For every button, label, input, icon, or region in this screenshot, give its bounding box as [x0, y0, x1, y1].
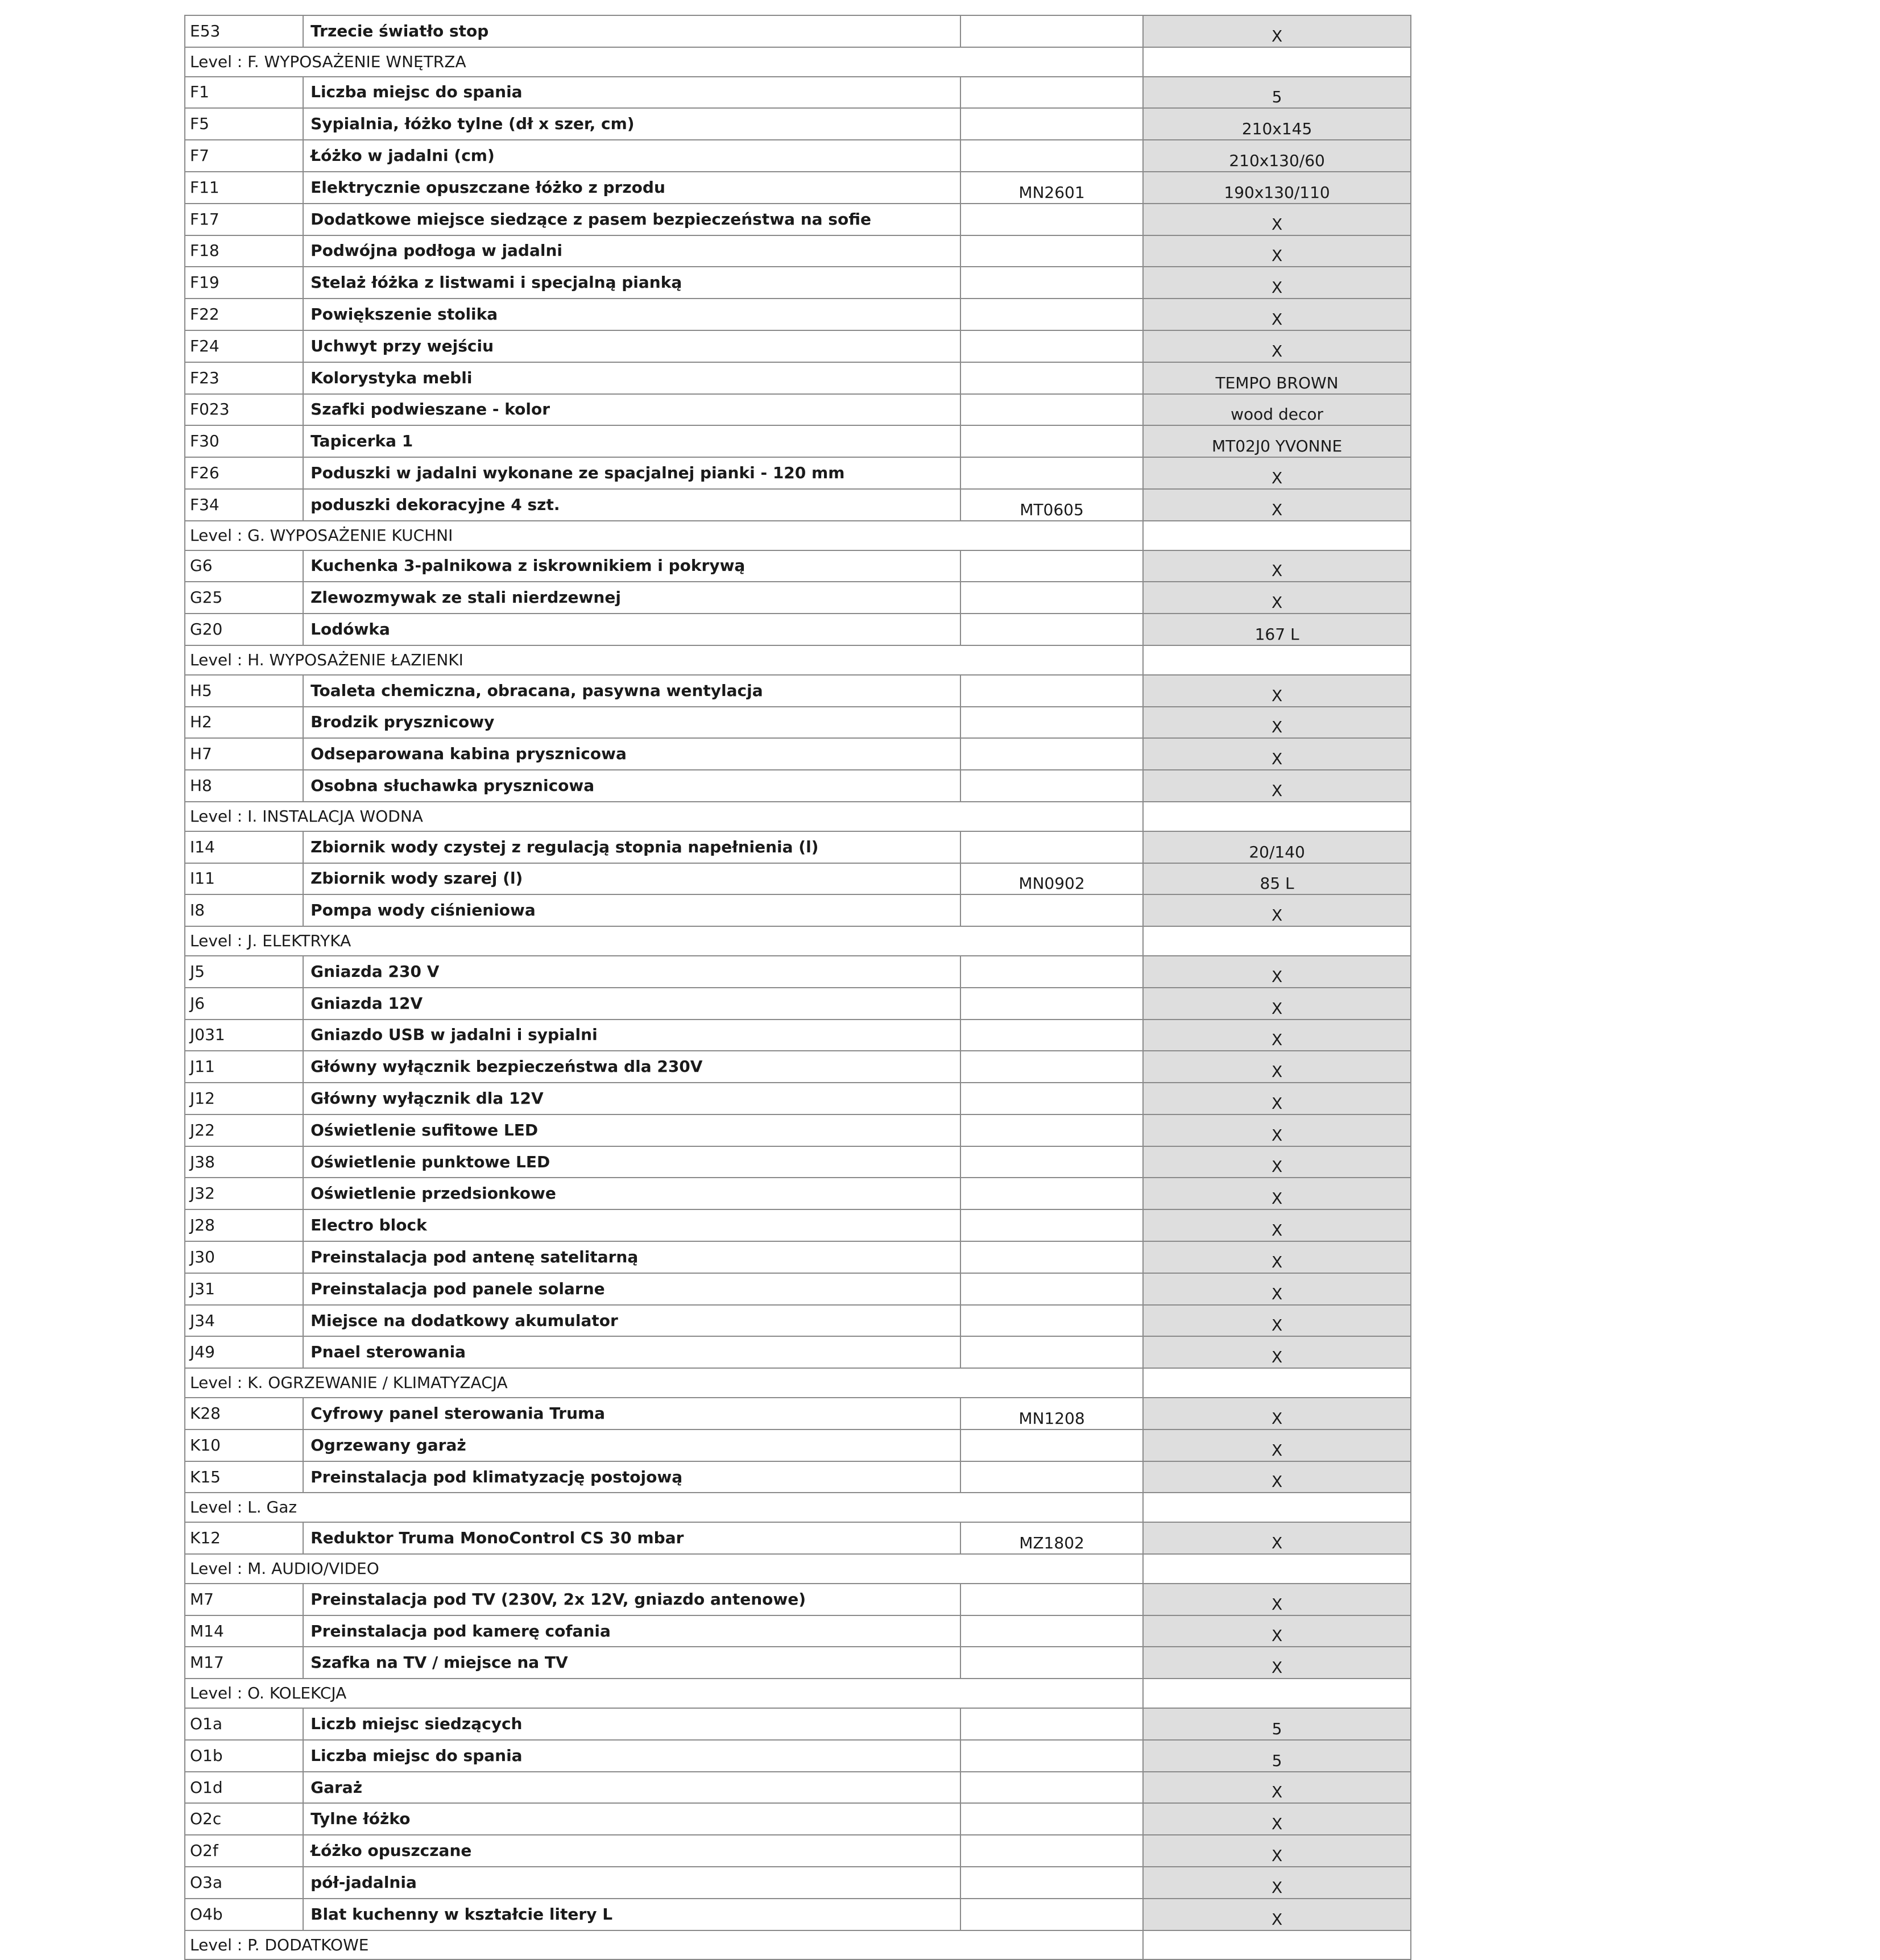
item-name: Preinstalacja pod TV (230V, 2x 12V, gniazdo antenowe): [303, 1584, 960, 1615]
table-row: [185, 614, 1411, 645]
item-code: F11: [185, 172, 303, 204]
item-value: X: [1143, 457, 1411, 489]
level-header-row: [185, 1368, 1411, 1398]
option-code: [960, 330, 1143, 362]
level-label: Level : M. AUDIO/VIDEO: [185, 1554, 1143, 1584]
option-code: [960, 614, 1143, 645]
level-empty-cell: [1143, 645, 1411, 675]
item-code: J12: [185, 1083, 303, 1114]
item-value: X: [1143, 1273, 1411, 1305]
item-code: K10: [185, 1429, 303, 1461]
option-code: [960, 1584, 1143, 1615]
item-value: X: [1143, 1020, 1411, 1051]
table-row: [185, 1146, 1411, 1178]
table-row: [185, 738, 1411, 770]
item-name: Oświetlenie sufitowe LED: [303, 1114, 960, 1146]
option-code: [960, 1146, 1143, 1178]
item-value: X: [1143, 1083, 1411, 1114]
item-name: Główny wyłącznik bezpieczeństwa dla 230V: [303, 1051, 960, 1083]
option-code: [960, 738, 1143, 770]
item-code: F18: [185, 235, 303, 267]
item-name: Electro block: [303, 1209, 960, 1241]
table-row: [185, 1899, 1411, 1930]
item-name: Uchwyt przy wejściu: [303, 330, 960, 362]
item-code: F19: [185, 267, 303, 299]
item-value: X: [1143, 1461, 1411, 1493]
item-value: X: [1143, 1051, 1411, 1083]
option-code: [960, 1020, 1143, 1051]
item-name: Gniazdo USB w jadalni i sypialni: [303, 1020, 960, 1051]
item-value: X: [1143, 1429, 1411, 1461]
table-row: [185, 330, 1411, 362]
table-row: [185, 831, 1411, 863]
item-code: J31: [185, 1273, 303, 1305]
option-code: [960, 1803, 1143, 1835]
table-row: [185, 1647, 1411, 1679]
item-code: J6: [185, 988, 303, 1020]
item-value: 20/140: [1143, 831, 1411, 863]
item-name: Pompa wody ciśnieniowa: [303, 894, 960, 926]
item-code: J49: [185, 1336, 303, 1368]
item-value: X: [1143, 1835, 1411, 1867]
table-row: [185, 1336, 1411, 1368]
table-row: [185, 1020, 1411, 1051]
table-row: [185, 550, 1411, 582]
level-header-row: [185, 1493, 1411, 1522]
level-label: Level : F. WYPOSAŻENIE WNĘTRZA: [185, 47, 1143, 77]
item-name: Reduktor Truma MonoControl CS 30 mbar: [303, 1522, 960, 1554]
item-value: X: [1143, 1146, 1411, 1178]
item-name: Elektrycznie opuszczane łóżko z przodu: [303, 172, 960, 204]
level-empty-cell: [1143, 1368, 1411, 1398]
table-row: [185, 1867, 1411, 1899]
item-code: F23: [185, 362, 303, 394]
item-name: Łóżko w jadalni (cm): [303, 140, 960, 172]
table-row: [185, 1803, 1411, 1835]
item-name: Pnael sterowania: [303, 1336, 960, 1368]
option-code: [960, 1083, 1143, 1114]
option-code: [960, 108, 1143, 140]
level-header-row: [185, 47, 1411, 77]
level-header-row: [185, 926, 1411, 956]
option-code: [960, 267, 1143, 299]
item-name: Podwójna podłoga w jadalni: [303, 235, 960, 267]
table-row: [185, 394, 1411, 426]
item-code: J38: [185, 1146, 303, 1178]
level-empty-cell: [1143, 1930, 1411, 1960]
item-code: J34: [185, 1305, 303, 1337]
level-empty-cell: [1143, 1493, 1411, 1522]
item-value: X: [1143, 956, 1411, 988]
item-code: G20: [185, 614, 303, 645]
item-code: M17: [185, 1647, 303, 1679]
level-header-row: [185, 1930, 1411, 1960]
option-code: MN1208: [960, 1398, 1143, 1429]
item-code: F22: [185, 299, 303, 330]
table-row: [185, 1522, 1411, 1554]
level-empty-cell: [1143, 521, 1411, 550]
table-row: [185, 267, 1411, 299]
item-value: X: [1143, 204, 1411, 235]
table-row: [185, 1178, 1411, 1209]
item-name: Tylne łóżko: [303, 1803, 960, 1835]
option-code: [960, 550, 1143, 582]
table-row: [185, 172, 1411, 204]
table-row: [185, 204, 1411, 235]
level-label: Level : K. OGRZEWANIE / KLIMATYZACJA: [185, 1368, 1143, 1398]
item-code: F34: [185, 489, 303, 521]
item-name: Osobna słuchawka prysznicowa: [303, 770, 960, 802]
option-code: [960, 1273, 1143, 1305]
table-row: [185, 362, 1411, 394]
item-name: poduszki dekoracyjne 4 szt.: [303, 489, 960, 521]
level-label: Level : J. ELEKTRYKA: [185, 926, 1143, 956]
item-code: F30: [185, 425, 303, 457]
level-empty-cell: [1143, 1554, 1411, 1584]
item-code: J5: [185, 956, 303, 988]
item-name: Oświetlenie punktowe LED: [303, 1146, 960, 1178]
item-value: 210x145: [1143, 108, 1411, 140]
item-code: K28: [185, 1398, 303, 1429]
option-code: [960, 675, 1143, 707]
item-value: X: [1143, 299, 1411, 330]
level-header-row: [185, 521, 1411, 550]
table-row: [185, 1584, 1411, 1615]
item-name: Gniazda 230 V: [303, 956, 960, 988]
item-value: X: [1143, 1305, 1411, 1337]
item-name: Zlewozmywak ze stali nierdzewnej: [303, 582, 960, 614]
item-code: O4b: [185, 1899, 303, 1930]
item-name: Preinstalacja pod panele solarne: [303, 1273, 960, 1305]
option-code: [960, 77, 1143, 109]
option-code: [960, 1336, 1143, 1368]
level-header-row: [185, 645, 1411, 675]
item-code: K15: [185, 1461, 303, 1493]
table-row: [185, 1241, 1411, 1273]
item-name: Ogrzewany garaż: [303, 1429, 960, 1461]
equipment-spec-table: [184, 15, 1411, 1960]
option-code: [960, 1708, 1143, 1740]
option-code: [960, 299, 1143, 330]
item-name: Miejsce na dodatkowy akumulator: [303, 1305, 960, 1337]
option-code: [960, 1772, 1143, 1804]
item-value: X: [1143, 988, 1411, 1020]
item-value: X: [1143, 894, 1411, 926]
item-value: X: [1143, 267, 1411, 299]
item-value: X: [1143, 1772, 1411, 1804]
option-code: [960, 1461, 1143, 1493]
option-code: [960, 1740, 1143, 1772]
item-code: E53: [185, 15, 303, 47]
option-code: [960, 1114, 1143, 1146]
item-name: pół-jadalnia: [303, 1867, 960, 1899]
item-name: Zbiornik wody szarej (l): [303, 863, 960, 895]
table-row: [185, 675, 1411, 707]
option-code: [960, 457, 1143, 489]
table-row: [185, 1461, 1411, 1493]
item-code: M7: [185, 1584, 303, 1615]
table-row: [185, 1083, 1411, 1114]
table-row: [185, 1273, 1411, 1305]
option-code: [960, 15, 1143, 47]
table-row: [185, 1708, 1411, 1740]
item-value: 5: [1143, 1740, 1411, 1772]
item-name: Poduszki w jadalni wykonane ze spacjalnej pianki - 120 mm: [303, 457, 960, 489]
item-code: O1b: [185, 1740, 303, 1772]
item-name: Zbiornik wody czystej z regulacją stopnia napełnienia (l): [303, 831, 960, 863]
item-code: J11: [185, 1051, 303, 1083]
item-value: X: [1143, 738, 1411, 770]
item-value: X: [1143, 235, 1411, 267]
table-row: [185, 1398, 1411, 1429]
table-row: [185, 15, 1411, 47]
item-name: Szafki podwieszane - kolor: [303, 394, 960, 426]
option-code: MN0902: [960, 863, 1143, 895]
item-name: Liczba miejsc do spania: [303, 77, 960, 109]
item-name: Oświetlenie przedsionkowe: [303, 1178, 960, 1209]
item-code: K12: [185, 1522, 303, 1554]
item-code: I11: [185, 863, 303, 895]
option-code: [960, 707, 1143, 739]
table-row: [185, 299, 1411, 330]
item-code: I8: [185, 894, 303, 926]
item-name: Sypialnia, łóżko tylne (dł x szer, cm): [303, 108, 960, 140]
level-label: Level : P. DODATKOWE: [185, 1930, 1143, 1960]
item-value: X: [1143, 550, 1411, 582]
item-name: Odseparowana kabina prysznicowa: [303, 738, 960, 770]
item-code: F5: [185, 108, 303, 140]
item-code: F023: [185, 394, 303, 426]
level-label: Level : O. KOLEKCJA: [185, 1679, 1143, 1708]
item-code: G25: [185, 582, 303, 614]
item-value: X: [1143, 1584, 1411, 1615]
table-row: [185, 1772, 1411, 1804]
table-row: [185, 1305, 1411, 1337]
item-name: Stelaż łóżka z listwami i specjalną pianką: [303, 267, 960, 299]
item-value: X: [1143, 1867, 1411, 1899]
equipment-spec-table-body: [185, 15, 1411, 1959]
table-row: [185, 235, 1411, 267]
level-label: Level : G. WYPOSAŻENIE KUCHNI: [185, 521, 1143, 550]
item-code: F24: [185, 330, 303, 362]
table-row: [185, 1114, 1411, 1146]
level-empty-cell: [1143, 47, 1411, 77]
table-row: [185, 1835, 1411, 1867]
item-name: Lodówka: [303, 614, 960, 645]
table-row: [185, 894, 1411, 926]
table-row: [185, 1615, 1411, 1647]
option-code: [960, 582, 1143, 614]
item-name: Toaleta chemiczna, obracana, pasywna wentylacja: [303, 675, 960, 707]
item-code: J22: [185, 1114, 303, 1146]
item-value: X: [1143, 1114, 1411, 1146]
item-value: wood decor: [1143, 394, 1411, 426]
table-row: [185, 770, 1411, 802]
table-row: [185, 582, 1411, 614]
item-name: Liczb miejsc siedzących: [303, 1708, 960, 1740]
item-code: O2f: [185, 1835, 303, 1867]
item-code: H7: [185, 738, 303, 770]
option-code: [960, 956, 1143, 988]
item-name: Tapicerka 1: [303, 425, 960, 457]
item-value: X: [1143, 1899, 1411, 1930]
table-row: [185, 1740, 1411, 1772]
item-code: M14: [185, 1615, 303, 1647]
item-name: Trzecie światło stop: [303, 15, 960, 47]
item-name: Powiększenie stolika: [303, 299, 960, 330]
option-code: [960, 894, 1143, 926]
item-value: X: [1143, 1522, 1411, 1554]
item-value: X: [1143, 1615, 1411, 1647]
item-code: H8: [185, 770, 303, 802]
item-name: Gniazda 12V: [303, 988, 960, 1020]
table-row: [185, 988, 1411, 1020]
table-row: [185, 707, 1411, 739]
item-name: Garaż: [303, 1772, 960, 1804]
item-value: X: [1143, 330, 1411, 362]
option-code: [960, 140, 1143, 172]
option-code: [960, 362, 1143, 394]
option-code: [960, 1835, 1143, 1867]
table-row: [185, 457, 1411, 489]
table-row: [185, 77, 1411, 109]
option-code: [960, 1305, 1143, 1337]
table-row: [185, 1051, 1411, 1083]
level-header-row: [185, 1554, 1411, 1584]
item-value: X: [1143, 582, 1411, 614]
item-value: 210x130/60: [1143, 140, 1411, 172]
table-row: [185, 863, 1411, 895]
level-label: Level : H. WYPOSAŻENIE ŁAZIENKI: [185, 645, 1143, 675]
table-row: [185, 140, 1411, 172]
item-code: F1: [185, 77, 303, 109]
item-value: MT02J0 YVONNE: [1143, 425, 1411, 457]
option-code: [960, 204, 1143, 235]
item-code: H2: [185, 707, 303, 739]
option-code: MN2601: [960, 172, 1143, 204]
level-empty-cell: [1143, 1679, 1411, 1708]
item-code: J28: [185, 1209, 303, 1241]
level-empty-cell: [1143, 926, 1411, 956]
item-value: 190x130/110: [1143, 172, 1411, 204]
item-code: F17: [185, 204, 303, 235]
level-label: Level : I. INSTALACJA WODNA: [185, 802, 1143, 831]
level-empty-cell: [1143, 802, 1411, 831]
item-name: Preinstalacja pod kamerę cofania: [303, 1615, 960, 1647]
item-code: J031: [185, 1020, 303, 1051]
item-value: 5: [1143, 1708, 1411, 1740]
item-code: O1a: [185, 1708, 303, 1740]
item-value: TEMPO BROWN: [1143, 362, 1411, 394]
item-code: G6: [185, 550, 303, 582]
item-value: 167 L: [1143, 614, 1411, 645]
item-value: X: [1143, 489, 1411, 521]
option-code: [960, 988, 1143, 1020]
item-code: J32: [185, 1178, 303, 1209]
item-name: Cyfrowy panel sterowania Truma: [303, 1398, 960, 1429]
table-row: [185, 425, 1411, 457]
item-code: F7: [185, 140, 303, 172]
item-name: Szafka na TV / miejsce na TV: [303, 1647, 960, 1679]
item-value: X: [1143, 675, 1411, 707]
item-value: X: [1143, 1241, 1411, 1273]
item-name: Liczba miejsc do spania: [303, 1740, 960, 1772]
item-code: F26: [185, 457, 303, 489]
item-value: X: [1143, 770, 1411, 802]
table-row: [185, 108, 1411, 140]
item-value: X: [1143, 1398, 1411, 1429]
option-code: [960, 235, 1143, 267]
table-row: [185, 489, 1411, 521]
item-code: H5: [185, 675, 303, 707]
item-value: 85 L: [1143, 863, 1411, 895]
item-name: Kolorystyka mebli: [303, 362, 960, 394]
option-code: [960, 1867, 1143, 1899]
level-header-row: [185, 802, 1411, 831]
option-code: [960, 1209, 1143, 1241]
item-name: Kuchenka 3-palnikowa z iskrownikiem i pokrywą: [303, 550, 960, 582]
option-code: [960, 1615, 1143, 1647]
option-code: [960, 770, 1143, 802]
item-code: I14: [185, 831, 303, 863]
option-code: [960, 1899, 1143, 1930]
item-value: X: [1143, 1209, 1411, 1241]
item-name: Blat kuchenny w kształcie litery L: [303, 1899, 960, 1930]
item-name: Łóżko opuszczane: [303, 1835, 960, 1867]
table-row: [185, 956, 1411, 988]
item-code: O3a: [185, 1867, 303, 1899]
item-name: Główny wyłącznik dla 12V: [303, 1083, 960, 1114]
option-code: [960, 394, 1143, 426]
level-label: Level : L. Gaz: [185, 1493, 1143, 1522]
item-name: Dodatkowe miejsce siedzące z pasem bezpieczeństwa na sofie: [303, 204, 960, 235]
item-value: 5: [1143, 77, 1411, 109]
item-code: O1d: [185, 1772, 303, 1804]
option-code: [960, 1051, 1143, 1083]
item-value: X: [1143, 1178, 1411, 1209]
item-code: J30: [185, 1241, 303, 1273]
option-code: [960, 1241, 1143, 1273]
table-row: [185, 1429, 1411, 1461]
option-code: [960, 831, 1143, 863]
option-code: [960, 1178, 1143, 1209]
item-code: O2c: [185, 1803, 303, 1835]
item-value: X: [1143, 1336, 1411, 1368]
level-header-row: [185, 1679, 1411, 1708]
table-row: [185, 1209, 1411, 1241]
item-name: Brodzik prysznicowy: [303, 707, 960, 739]
option-code: [960, 425, 1143, 457]
item-value: X: [1143, 15, 1411, 47]
option-code: MZ1802: [960, 1522, 1143, 1554]
option-code: MT0605: [960, 489, 1143, 521]
item-value: X: [1143, 1647, 1411, 1679]
item-name: Preinstalacja pod klimatyzację postojową: [303, 1461, 960, 1493]
item-value: X: [1143, 707, 1411, 739]
item-name: Preinstalacja pod antenę satelitarną: [303, 1241, 960, 1273]
option-code: [960, 1429, 1143, 1461]
item-value: X: [1143, 1803, 1411, 1835]
option-code: [960, 1647, 1143, 1679]
